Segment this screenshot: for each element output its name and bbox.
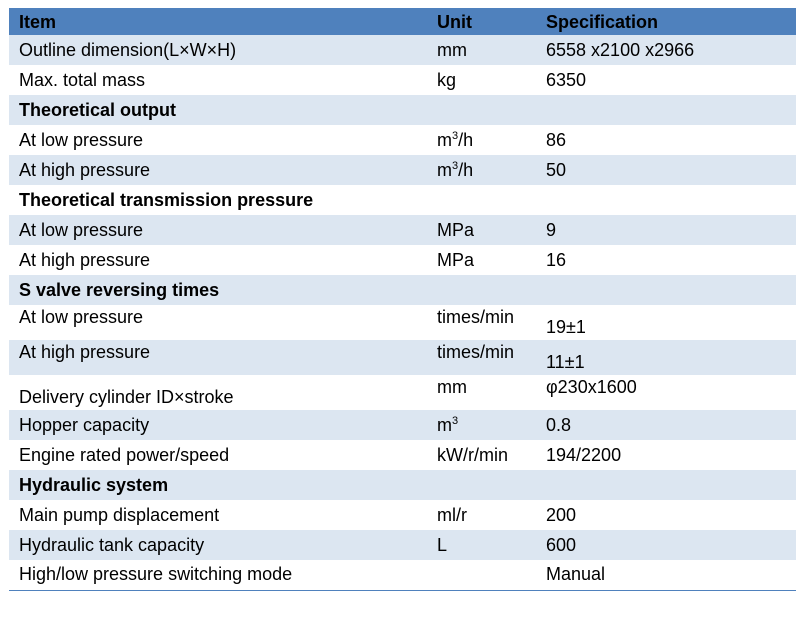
row-unit: $m^3/h$ xyxy=(427,155,536,185)
row-unit: MPa xyxy=(427,215,536,245)
table-row xyxy=(9,125,796,155)
row-item: Main pump displacement xyxy=(19,504,220,525)
row-unit: $m^3/h$ xyxy=(437,129,474,150)
row-item: At low pressure xyxy=(9,215,427,245)
specification-table xyxy=(9,8,796,591)
section-row xyxy=(9,470,796,500)
table-row xyxy=(9,375,796,410)
table-row xyxy=(9,215,796,245)
section-row xyxy=(9,275,796,305)
row-item: Engine rated power/speed xyxy=(19,444,230,465)
section-title: Theoretical output xyxy=(9,95,427,125)
section-row xyxy=(9,95,796,125)
table-header-row xyxy=(9,9,796,36)
section-title: Theoretical transmission pressure xyxy=(19,189,314,210)
table-row xyxy=(9,65,796,95)
row-spec: 194/2200 xyxy=(546,444,622,465)
row-unit: kg xyxy=(437,69,457,90)
row-spec: 11±1 xyxy=(536,340,796,375)
row-spec: φ230x1600 xyxy=(546,377,637,397)
section-title: Hydraulic system xyxy=(9,470,427,500)
table-row xyxy=(9,35,796,65)
row-item: At low pressure xyxy=(19,307,144,327)
table-row xyxy=(9,530,796,560)
table-row xyxy=(9,560,796,590)
row-item: At high pressure xyxy=(9,155,427,185)
row-spec: 600 xyxy=(536,530,796,560)
row-spec: 200 xyxy=(546,504,577,525)
row-item: At high pressure xyxy=(9,340,427,375)
row-spec: 86 xyxy=(546,129,567,150)
row-item: Delivery cylinder ID×stroke xyxy=(19,387,234,407)
row-spec: 9 xyxy=(536,215,796,245)
row-unit: times/min xyxy=(437,307,515,327)
section-title: S valve reversing times xyxy=(9,275,427,305)
row-spec: 6350 xyxy=(546,69,587,90)
section-row xyxy=(9,185,796,215)
row-item: High/low pressure switching mode xyxy=(9,560,427,590)
row-spec: Manual xyxy=(536,560,796,590)
header-specification: Specification xyxy=(536,9,796,36)
table-row xyxy=(9,245,796,275)
row-unit: mm xyxy=(427,35,536,65)
table-row xyxy=(9,500,796,530)
table-row xyxy=(9,155,796,185)
row-unit: times/min xyxy=(427,340,536,375)
row-spec: 16 xyxy=(546,249,567,270)
table-row xyxy=(9,410,796,440)
table-row xyxy=(9,440,796,470)
table-row xyxy=(9,340,796,375)
row-unit: MPa xyxy=(437,249,475,270)
row-item: Outline dimension(L×W×H) xyxy=(9,35,427,65)
row-spec: 0.8 xyxy=(536,410,796,440)
row-spec: 6558 x2100 x2966 xyxy=(536,35,796,65)
header-item: Item xyxy=(9,9,427,36)
row-item: Max. total mass xyxy=(19,69,146,90)
row-unit: L xyxy=(427,530,536,560)
row-unit: mm xyxy=(437,377,467,397)
row-unit xyxy=(427,560,536,590)
row-item: At low pressure xyxy=(19,129,144,150)
row-item: Hydraulic tank capacity xyxy=(9,530,427,560)
row-unit: ml/r xyxy=(437,504,467,525)
row-item: Hopper capacity xyxy=(9,410,427,440)
row-spec: 50 xyxy=(536,155,796,185)
row-unit: $m^3$ xyxy=(427,410,536,440)
row-unit: kW/r/min xyxy=(437,444,508,465)
header-unit: Unit xyxy=(427,9,536,36)
row-item: At high pressure xyxy=(19,249,151,270)
row-spec: 19±1 xyxy=(546,317,586,337)
table-row xyxy=(9,305,796,340)
